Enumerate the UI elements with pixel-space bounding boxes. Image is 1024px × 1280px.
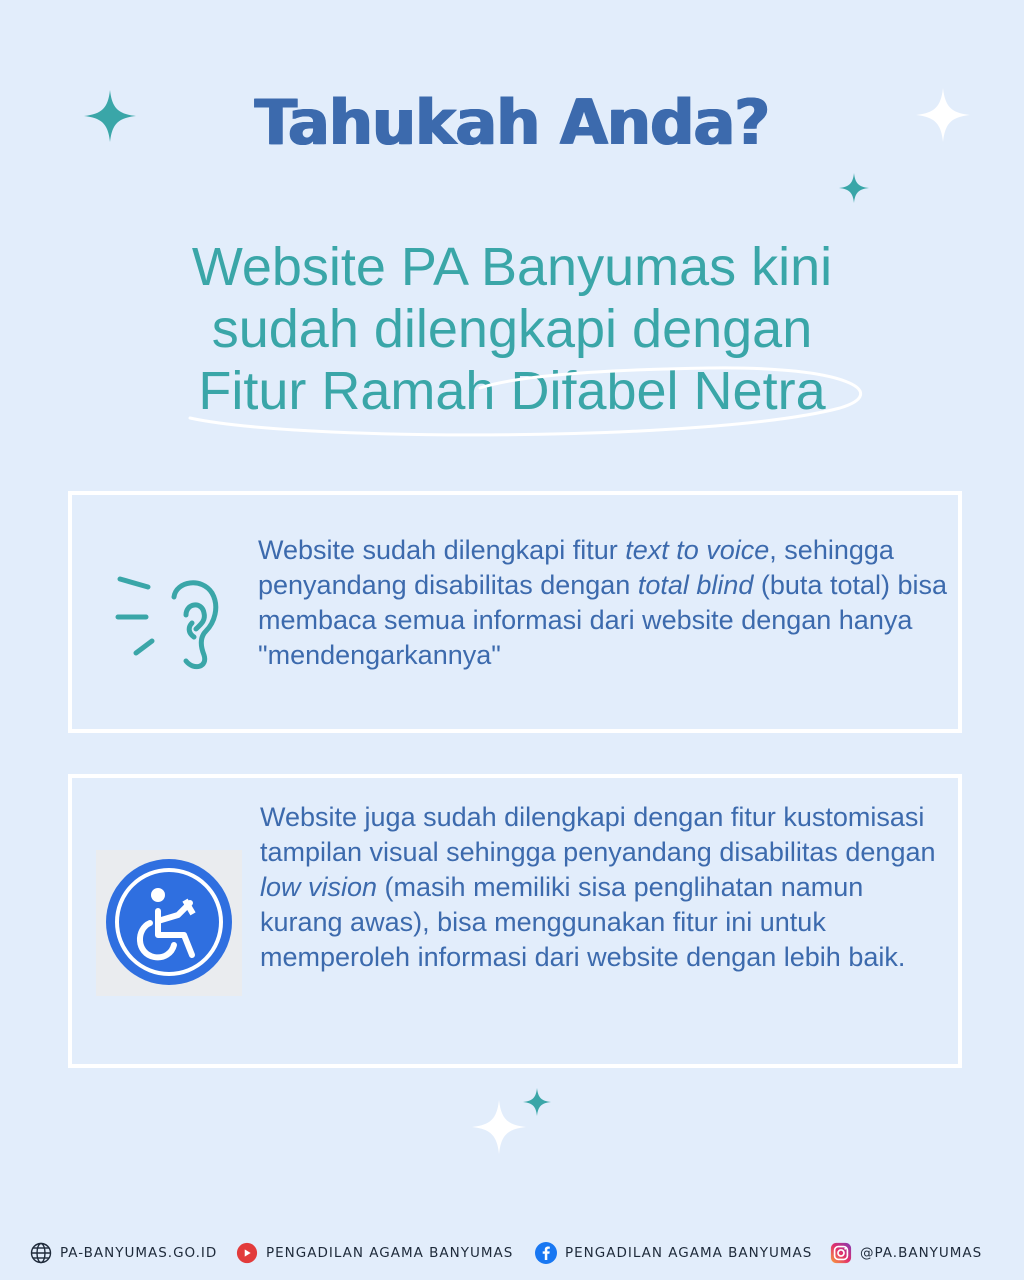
accessibility-image [96,850,242,996]
card-text-segment: (buta total) bisa membaca semua informasi dari website dengan hanya "mendengarkannya" [258,570,948,670]
card-text-emphasis: low vision [260,872,378,902]
sparkle-icon [523,1088,551,1116]
subtitle-line: Fitur Ramah Difabel Netra [198,361,826,421]
card-text-segment: Website sudah dilengkapi fitur [258,535,626,565]
card-text-emphasis: text to voice [625,535,770,565]
subtitle-line: sudah dilengkapi dengan [211,299,813,359]
youtube-icon [236,1242,258,1264]
footer-youtube-link[interactable] [236,1238,513,1268]
card-text-segment: Website juga sudah dilengkapi dengan fitur kustomisasi tampilan visual sehingga penyandang disabilitas dengan [260,802,936,867]
info-card-text-to-voice [68,491,962,733]
footer-facebook-link[interactable] [535,1238,812,1268]
footer-website-link[interactable] [30,1238,217,1268]
card-text-emphasis: total blind [637,570,754,600]
subtitle-line: Website PA Banyumas kini [191,237,833,297]
sparkle-icon [472,1100,526,1154]
card-description [260,800,940,975]
decorative-swoosh [150,338,890,442]
page-title: Tahukah Anda? [254,86,770,159]
card-text-segment: , sehingga penyandang disabilitas dengan [258,535,894,600]
instagram-icon [830,1242,852,1264]
footer-facebook-label: PENGADILAN AGAMA BANYUMAS [565,1245,813,1261]
footer [0,1238,1024,1268]
facebook-icon [535,1242,557,1264]
footer-instagram-link[interactable] [830,1238,982,1268]
wheelchair-accessibility-icon [102,855,236,989]
info-card-low-vision [68,774,962,1068]
footer-instagram-label: @PA.BANYUMAS [860,1245,983,1261]
footer-website-label: PA-BANYUMAS.GO.ID [60,1245,218,1261]
footer-youtube-label: PENGADILAN AGAMA BANYUMAS [266,1245,514,1261]
globe-icon [30,1242,52,1264]
card-text-segment: (masih memiliki sisa penglihatan namun kurang awas), bisa menggunakan fitur ini untuk memperoleh informasi dari website dengan lebih baik. [260,872,906,972]
ear-listening-icon [114,575,224,675]
card-description [258,533,964,673]
sparkle-icon [839,173,869,203]
